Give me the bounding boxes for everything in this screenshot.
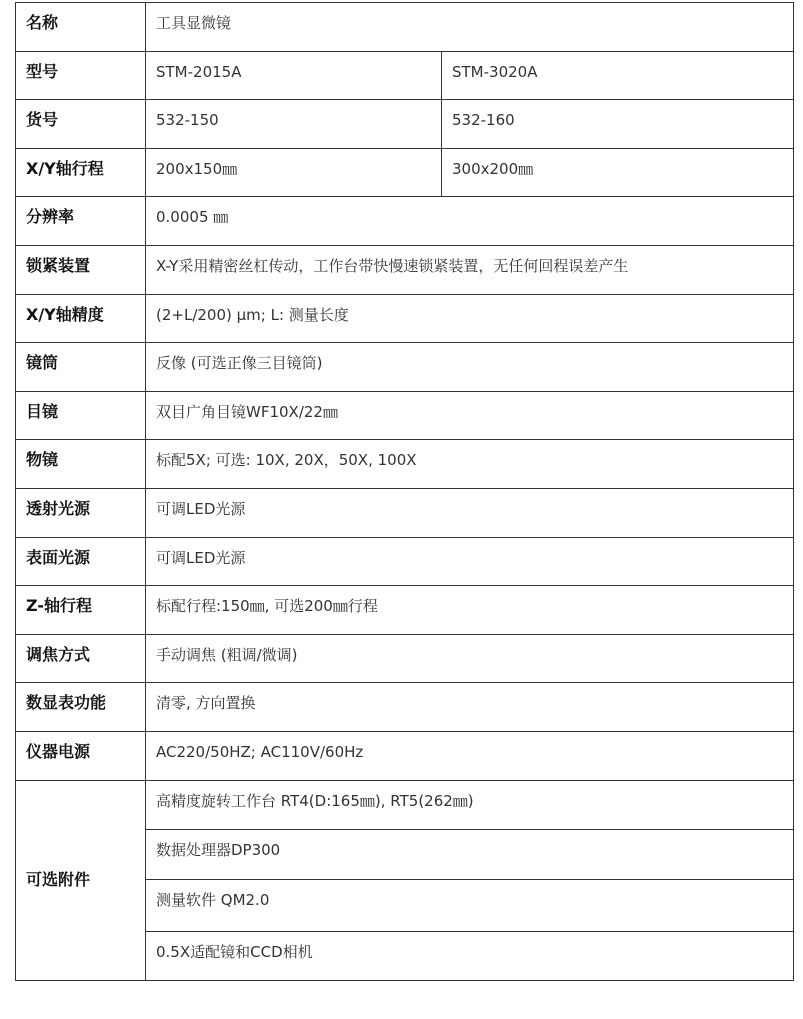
accessory-item: 数据处理器DP300 (146, 829, 794, 879)
row-power (16, 731, 794, 780)
row-value: 可调LED光源 (146, 488, 794, 537)
accessory-item: 0.5X适配镜和CCD相机 (146, 931, 794, 980)
row-value: AC220/50HZ; AC110V/60Hz (146, 731, 794, 780)
row-item-number (16, 100, 794, 149)
row-transmitted-light (16, 488, 794, 537)
row-label: 名称 (16, 3, 146, 52)
row-z-travel (16, 586, 794, 635)
row-xy-accuracy (16, 294, 794, 343)
row-label: 仪器电源 (16, 731, 146, 780)
row-value: 0.0005 ㎜ (146, 197, 794, 246)
row-label: 分辨率 (16, 197, 146, 246)
row-label: 数显表功能 (16, 683, 146, 732)
row-xy-travel (16, 148, 794, 197)
row-label: 锁紧装置 (16, 245, 146, 294)
accessory-item: 高精度旋转工作台 RT4(D:165㎜), RT5(262㎜) (146, 780, 794, 829)
row-tube (16, 343, 794, 392)
row-value: 双目广角目镜WF10X/22㎜ (146, 391, 794, 440)
row-label: 目镜 (16, 391, 146, 440)
row-value: 反像 (可选正像三目镜筒) (146, 343, 794, 392)
row-locking-device (16, 245, 794, 294)
row-value: X-Y采用精密丝杠传动，工作台带快慢速锁紧装置，无任何回程误差产生 (146, 245, 794, 294)
row-value-a: STM-2015A (146, 51, 442, 100)
row-value-a: 532-150 (146, 100, 442, 149)
row-label: 货号 (16, 100, 146, 149)
row-label: 镜筒 (16, 343, 146, 392)
spec-table (15, 2, 794, 981)
row-value: (2+L/200) μm; L: 测量长度 (146, 294, 794, 343)
row-value: 清零, 方向置换 (146, 683, 794, 732)
row-accessories (16, 780, 794, 829)
row-label: 表面光源 (16, 537, 146, 586)
row-model (16, 51, 794, 100)
row-eyepiece (16, 391, 794, 440)
row-label: 透射光源 (16, 488, 146, 537)
row-label: 物镜 (16, 440, 146, 489)
row-display-function (16, 683, 794, 732)
row-label: Z-轴行程 (16, 586, 146, 635)
row-value-b: STM-3020A (442, 51, 794, 100)
row-value-a: 200x150㎜ (146, 148, 442, 197)
row-value: 可调LED光源 (146, 537, 794, 586)
row-label: 可选附件 (16, 780, 146, 980)
row-label: 型号 (16, 51, 146, 100)
row-objective (16, 440, 794, 489)
row-value: 工具显微镜 (146, 3, 794, 52)
row-label: X/Y轴行程 (16, 148, 146, 197)
row-label: 调焦方式 (16, 634, 146, 683)
row-focusing (16, 634, 794, 683)
row-surface-light (16, 537, 794, 586)
row-value: 标配5X; 可选: 10X, 20X，50X, 100X (146, 440, 794, 489)
row-value-b: 300x200㎜ (442, 148, 794, 197)
row-value: 手动调焦 (粗调/微调) (146, 634, 794, 683)
row-value: 标配行程:150㎜, 可选200㎜行程 (146, 586, 794, 635)
row-resolution (16, 197, 794, 246)
row-name (16, 3, 794, 52)
row-value-b: 532-160 (442, 100, 794, 149)
row-label: X/Y轴精度 (16, 294, 146, 343)
accessory-item: 测量软件 QM2.0 (146, 879, 794, 931)
